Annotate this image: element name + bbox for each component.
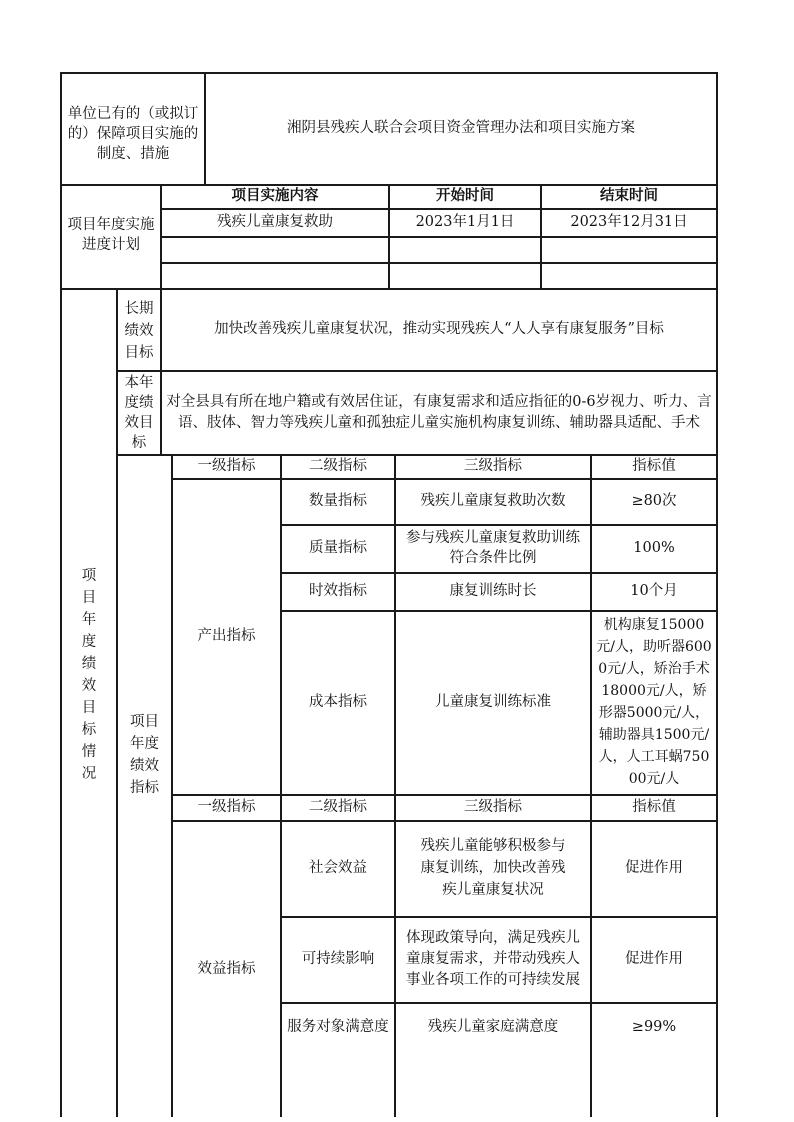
header-value: 指标值: [632, 458, 676, 474]
policy-label: 单位已有的（或拟订的）保障项目实施的制度、措施: [67, 106, 199, 162]
goals-outer-label: 项目年度绩效目标情况: [81, 568, 97, 782]
long-term-label: 长期绩效目标: [124, 301, 154, 361]
benefit-level1: 效益指标: [197, 960, 256, 977]
table-row-value: 促进作用: [625, 951, 683, 967]
table-border: [716, 72, 718, 1117]
table-row-l2: 可持续影响: [301, 951, 375, 967]
table-row-l2: 成本指标: [309, 694, 367, 710]
table-row-value: 10个月: [630, 583, 678, 599]
table-row-l3: 残疾儿童家庭满意度: [427, 1019, 559, 1035]
table-row-value: 促进作用: [625, 860, 683, 876]
schedule-row-content: 残疾儿童康复救助: [217, 214, 333, 230]
annual-text: 对全县具有所在地户籍或有效居住证，有康复需求和适应指征的0-6岁视力、听力、言语、肢体、智力等残疾儿童和孤独症儿童实施机构康复训练、辅助器具适配、手术: [166, 394, 712, 431]
table-row-l2: 社会效益: [309, 860, 367, 876]
header-level2: 二级指标: [309, 458, 367, 474]
table-divider: [160, 236, 717, 238]
table-divider: [160, 262, 717, 264]
schedule-header-content: 项目实施内容: [231, 187, 319, 204]
table-row-l2: 质量指标: [309, 540, 367, 556]
table-row-value: 100%: [633, 540, 675, 556]
header-level3: 三级指标: [464, 458, 522, 474]
schedule-header-end: 结束时间: [600, 187, 658, 204]
table-row-l3: 参与残疾儿童康复救助训练符合条件比例: [406, 530, 580, 566]
long-term-text: 加快改善残疾儿童康复状况，推动实现残疾人“人人享有康复服务”目标: [214, 321, 664, 337]
table-row-l2: 服务对象满意度: [287, 1019, 389, 1035]
header-level2: 二级指标: [309, 799, 367, 815]
schedule-label: 项目年度实施进度计划: [67, 217, 155, 253]
schedule-row-start: 2023年1月1日: [415, 214, 515, 230]
table-row-l3: 儿童康复训练标准: [435, 694, 551, 710]
schedule-row-end: 2023年12月31日: [570, 214, 688, 230]
header-level1: 一级指标: [197, 458, 256, 474]
annual-label: 本年度绩效目标: [124, 375, 154, 451]
table-row-value: ≥80次: [631, 493, 677, 509]
table-row-value: ≥99%: [631, 1019, 677, 1035]
header-level3: 三级指标: [464, 799, 522, 815]
indicator-label: 项目年度绩效指标: [130, 714, 159, 796]
table-row-l3: 残疾儿童能够积极参与康复训练，加快改善残疾儿童康复状况: [420, 838, 566, 898]
header-level1: 一级指标: [197, 799, 256, 815]
table-row-l3: 康复训练时长: [449, 583, 537, 599]
table-row-l2: 时效指标: [309, 583, 367, 599]
policy-content: 湘阴县残疾人联合会项目资金管理办法和项目实施方案: [287, 120, 635, 136]
table-row-l2: 数量指标: [309, 493, 367, 509]
output-level1: 产出指标: [197, 628, 256, 644]
table-row-value: 机构康复15000元/人，助听器6000元/人，矫治手术18000元/人，矫形器5000元/人，辅助器具1500元/人，人工耳蜗75000元/人: [596, 617, 712, 787]
header-value: 指标值: [632, 799, 676, 815]
table-row-l3: 残疾儿童康复救助次数: [420, 493, 566, 509]
schedule-header-start: 开始时间: [436, 187, 494, 204]
table-row-l3: 体现政策导向，满足残疾儿童康复需求，并带动残疾人事业各项工作的可持续发展: [406, 929, 580, 988]
